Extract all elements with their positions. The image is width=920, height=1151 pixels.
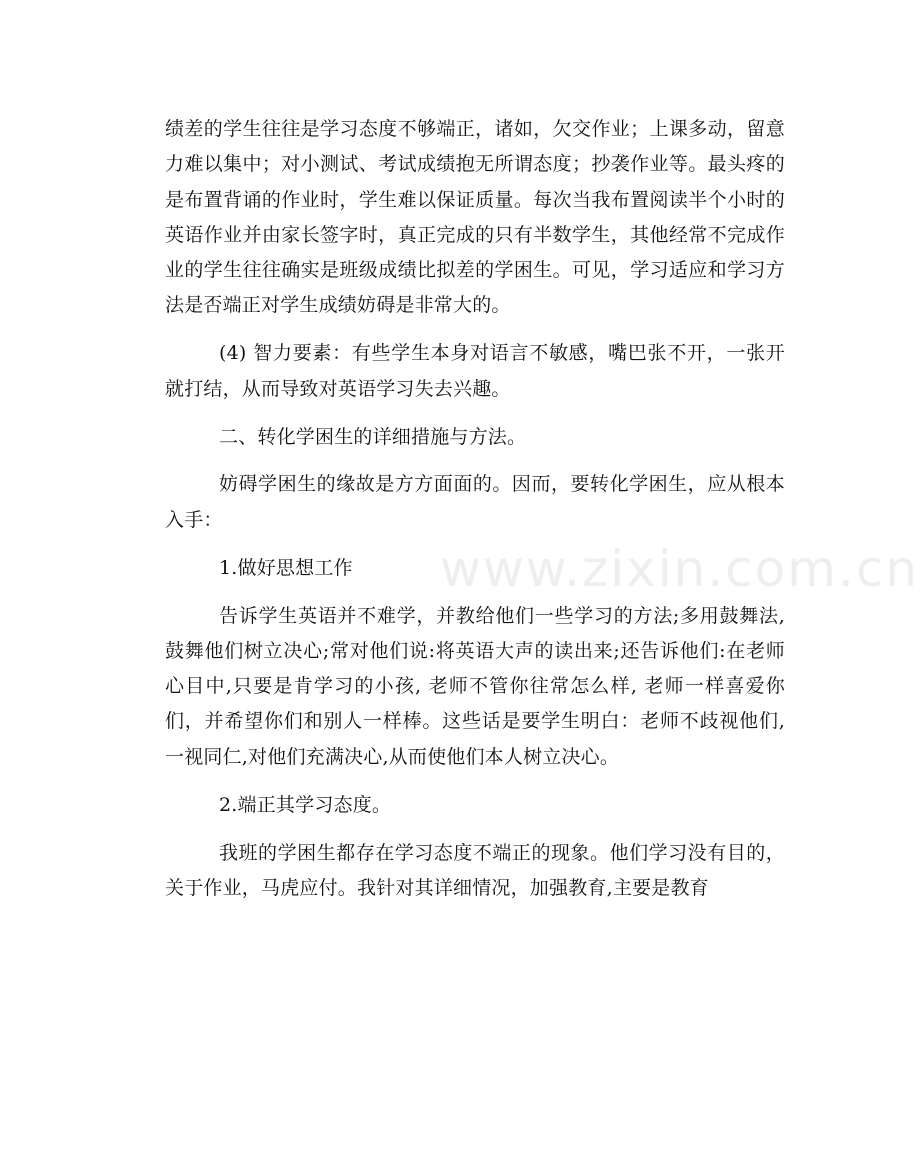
paragraph-study-attitude: 绩差的学生往往是学习态度不够端正，诸如，欠交作业；上课多动，留意力难以集中；对小测试、考试成绩抱无所谓态度；抄袭作业等。最头疼的是布置背诵的作业时，学生难以保证质量。每次当我布置阅读半个小时的英语作业并由家长签字时，真正完成的只有半数学生，其他经常不完成作业的学生往往确实是班级成绩比拟差的学困生。可见，学习适应和学习方法是否端正对学生成绩妨碍是非常大的。 bbox=[165, 118, 785, 317]
paragraph-intelligence-factor: (4) 智力要素：有些学生本身对语言不敏感，嘴巴张不开，一张开就打结，从而导致对英语学习失去兴趣。 bbox=[165, 342, 785, 400]
paragraph-root-cause: 妨碍学困生的缘故是方方面面的。因而，要转化学困生，应从根本入手： bbox=[165, 473, 785, 531]
watermark: www.zixin.com.cn bbox=[440, 540, 920, 598]
subheading-correct-attitude: 2.端正其学习态度。 bbox=[219, 793, 392, 816]
paragraph-encouragement: 告诉学生英语并不难学，并教给他们一些学习的方法;多用鼓舞法,鼓舞他们树立决心;常对他们说:将英语大声的读出来;还告诉他们:在老师心目中,只要是肯学习的小孩, 老师不管你往常怎么样, 老师一样喜爱你们，并希望你们和别人一样棒。这些话是要学生明白：老师不歧视他们,一视同仁,对他们充满决心,从而使他们本人树立决心。 bbox=[165, 604, 785, 768]
subheading-ideological-work: 1.做好思想工作 bbox=[219, 556, 353, 579]
document-body bbox=[165, 112, 785, 906]
paragraph-attitude-problem: 我班的学困生都存在学习态度不端正的现象。他们学习没有目的，关于作业，马虎应付。我针对其详细情况，加强教育,主要是教育 bbox=[165, 841, 785, 899]
section-heading-measures: 二、转化学困生的详细措施与方法。 bbox=[219, 425, 527, 448]
